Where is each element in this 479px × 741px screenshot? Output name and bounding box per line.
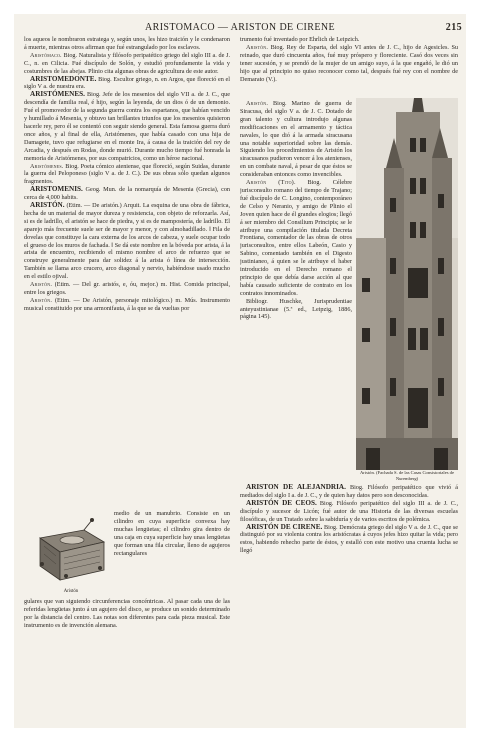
column-left-wrap-text	[114, 510, 230, 592]
entry-lemma: ARISTÓN DE ALEJANDRÍA.	[246, 484, 346, 491]
entry-bibliography: Bibliogr. Huschke, Jurisprudentiae anteyustinianae (5.ª ed., Leipzig, 1886, página 145).	[240, 297, 352, 321]
entry-aristomedonte	[24, 76, 230, 92]
paragraph: medio de un manubrio. Consiste en un cilindro en cuya superficie convexa hay muchas lengüetas; el cilindro gira dentro de una caja en cuya superficie hay unas lengüetas que forman una fila circular, lleno de agujeros rectangulares	[114, 510, 230, 557]
entry-text: Biog. Rey de Esparta, del siglo VI antes de J. C., hijo de Agesicles. Su reinado, que duró cincuenta años, fué muy próspero y floreciente. Casó dos veces sin tener sucesión, y se prendó de la mujer de un amigo suyo, á la que engañó, le dió un hijo que al principio no quiso reconocer como tal, después fué rey con el nombre de Demarato (V.).	[240, 43, 458, 83]
entry-ariston-ceos	[240, 500, 458, 524]
page	[14, 14, 466, 728]
entry-text: Biog. Jefe de los mesenios del siglo VII a. de J. C., que descendía de familia real, é hijo, según la leyenda, de un dios ó de un demonio. Fué el promovedor de la segunda guerra contra los espartanos, que habían vencido y humillado á Mesenia, y obtuvo tan brillantes triunfos que los mesenios quisieron hacerle rey, pero él se contentó con seguir siendo general. Esta famosa guerra duró once años, y al final de ella, Aristómenes, que había casado con una hija de Damagete, tuvo que refugiarse en el monte Ira, á causa de la traición del rey de Arcadia, y después en Rodas, donde murió. Durante mucho tiempo fué honrada la memoria de Aristómenes, por sus compatricios, como un héroe nacional.	[24, 91, 230, 162]
music-box-illustration	[32, 512, 110, 588]
entry-lemma: Aristón (Tito).	[246, 179, 296, 187]
tower-engraving	[356, 98, 458, 470]
column-right-bottom	[240, 484, 458, 724]
entry-text: Biog. Filósofo peripatético que vivió á mediados del siglo I a. de J. C., y de quien hay datos pero son desconocidas.	[240, 484, 458, 499]
paragraph: los aqueos le nombraron estratega y, según unos, les hizo traición y le condenaron á muerte, mientras otros afirman que fué estrangulado por los esclavos.	[24, 36, 230, 51]
entry-ariston-mus	[24, 297, 230, 313]
entry-ariston-tito	[240, 179, 352, 298]
tower-photograph	[356, 98, 458, 470]
entry-ariston-rey	[240, 44, 458, 84]
column-left-bottom-text	[24, 598, 230, 718]
entry-ariston-arquit	[24, 202, 230, 281]
music-box-engraving	[32, 512, 110, 588]
entry-aristomenis	[24, 186, 230, 202]
column-right-top	[240, 36, 458, 98]
entry-text: Biog. Naturalista y filósofo peripatético griego del siglo III a. de J. C., n. en Cilicia. Fué discípulo de Solón, y estudió profundamente la vida y costumbres de las abejas. Plinio cita algunas obras de agricultura de este autor.	[24, 51, 230, 75]
entry-lemma: ARISTÓN DE CEOS.	[246, 498, 317, 507]
entry-text: (Etim. — De aristón.) Arquit. La esquina de una obra de fábrica, hecha de un material de mayor dureza y resistencia, con objeto de reforzarla. Así, si es de ladrillo, el aristón se hace de piedra, y si es de mampostería, de ladrillo. El aparejo más frecuente suele ser de mayor y menor, y con almohadillado. ‖ Fila de dovelas que constituye la cara externa de los arcos de cabeza, y suele ocupar todo el grueso de los muros de fachada. ‖ Se dá este nombre en la bóveda por arista, á la arista de encuentro, recibiendo el mismo nombre el arco de refuerzo que se construye generalmente para dar solidez á la arista ó línea de intersección. También se llama arco crucero, arco diagonal y nervio, habiéndose usado mucho en el estilo ojival.	[24, 202, 230, 281]
entry-aristomenes-poet	[24, 163, 230, 187]
entry-lemma: ARISTOMENIS.	[30, 185, 83, 194]
entry-lemma: ARISTOMEDONTE.	[30, 74, 97, 83]
entry-text: Biog. Filósofo peripatético del siglo III a. de J. C., discípulo y sucesor de Licón; fué autor de una Historia de las diversas escuelas filosóficas, de un Tratado sobre la sabiduría y de varios escritos de polémica.	[240, 499, 458, 523]
entry-text: Biog. Célebre jurisconsulto romano del tiempo de Trajano; fué discípulo de C. Longino, contemporáneo de Celso y Neranio, y amigo de Plinio el Joven quien hace de él grandes elogios; llegó á ser miembro del Consilium Principis; se le atribuye una compilación titulada Decreta Frontiana, comentador de las obras de otros jurisconsultos, entre ellos Labeón, Casio y Sabino, comentado también en el Digesto justinianeo, á quien se le atribuye el haber introducido en el Derecho romano el principio de que debía darse acción al que había causado suficiente de contrato en los contratos innominados.	[240, 179, 352, 297]
page-header	[14, 22, 466, 36]
entry-text: Biog. Poeta cómico ateniense, que floreció, según Suidas, durante la guerra del Peloponeso (siglo V a. de J. C.). De sus obras sólo quedan algunos fragmentos.	[24, 162, 230, 186]
entry-aristomaco	[24, 52, 230, 76]
entry-lemma: Aristómenes.	[30, 162, 64, 170]
page-number: 215	[445, 22, 462, 33]
entry-ariston-alejandria	[240, 484, 458, 500]
paragraph: gulares que van siguiendo circunferencias concéntricas. Al pasar cada una de las referidas lengüetas junto á un agujero del disco, se produce un sonido determinado por la distancia del centro. Las notas son diferentes para cada pieza musical. Este instrumento es de invención alemana.	[24, 598, 230, 629]
entry-ariston-cirene	[240, 524, 458, 556]
entry-lemma: Aristón.	[30, 281, 53, 289]
entry-text: Biog. Escultor griego, n. en Argos, que floreció en el siglo V a. de nuestra era.	[24, 75, 230, 91]
paragraph: trumento fué inventado por Ehrlich de Leipzich.	[240, 36, 360, 43]
entry-lemma: Aristón.	[246, 43, 269, 51]
entry-lemma: ARISTÓN DE CIRENE.	[246, 522, 323, 531]
tower-caption: Aristón. (Fachada S. de las Casas Consistoriales de Nuremberg)	[359, 470, 455, 481]
music-box-caption: Aristón	[63, 589, 79, 594]
entry-ariston-hist	[24, 281, 230, 297]
entry-lemma: Aristón.	[30, 296, 53, 304]
column-middle	[240, 100, 352, 484]
entry-lemma: ARISTÓN.	[30, 201, 65, 210]
entry-text: (Etim. — De Aristón, personaje mitológico.) m. Mús. Instrumento musical constituido por una armonifauta, á la que se da vueltas por	[24, 296, 230, 312]
running-title: ARISTOMACO — ARISTON DE CIRENE	[145, 22, 335, 33]
entry-text: Biog. Marino de guerra de Siracusa, del siglo V a. de J. C. Dotado de gran talento y cultura introdujo algunas modificaciones en el armamento y táctica navales, lo que dió á la armada siracusana una notable superioridad sobre las demás. Siguiendo los procedimientos de Aristón los siracusanos pudieron vencer á los atenienses, en un combate naval, á pesar de que éstos se consideraban entonces como invencibles.	[240, 100, 352, 179]
entry-text: (Etim. — Del gr. aristós, e, óu, mejor.) m. Hist. Comida principal, entre los griegos.	[24, 281, 230, 296]
entry-lemma: ARISTÓMENES.	[30, 90, 85, 99]
column-left	[24, 36, 230, 510]
entry-text: Geog. Mun. de la nomarquía de Mesenia (Grecia), con cerca de 4,000 habits.	[24, 186, 230, 202]
entry-ariston-marino	[240, 100, 352, 179]
entry-lemma: Aristón.	[246, 100, 269, 107]
entry-lemma: Aristómaco.	[30, 51, 62, 59]
entry-aristomenes	[24, 91, 230, 162]
entry-text: Biog. Demócrata griego del siglo V a. de J. C., que se distinguió por su violenta contra los aristócratas á cuyos jefes hizo quitar la vida; pero estos, habiendo rehecho parte de éstos, y estalló con este motivo una cruenta lucha se llegó	[240, 523, 458, 555]
